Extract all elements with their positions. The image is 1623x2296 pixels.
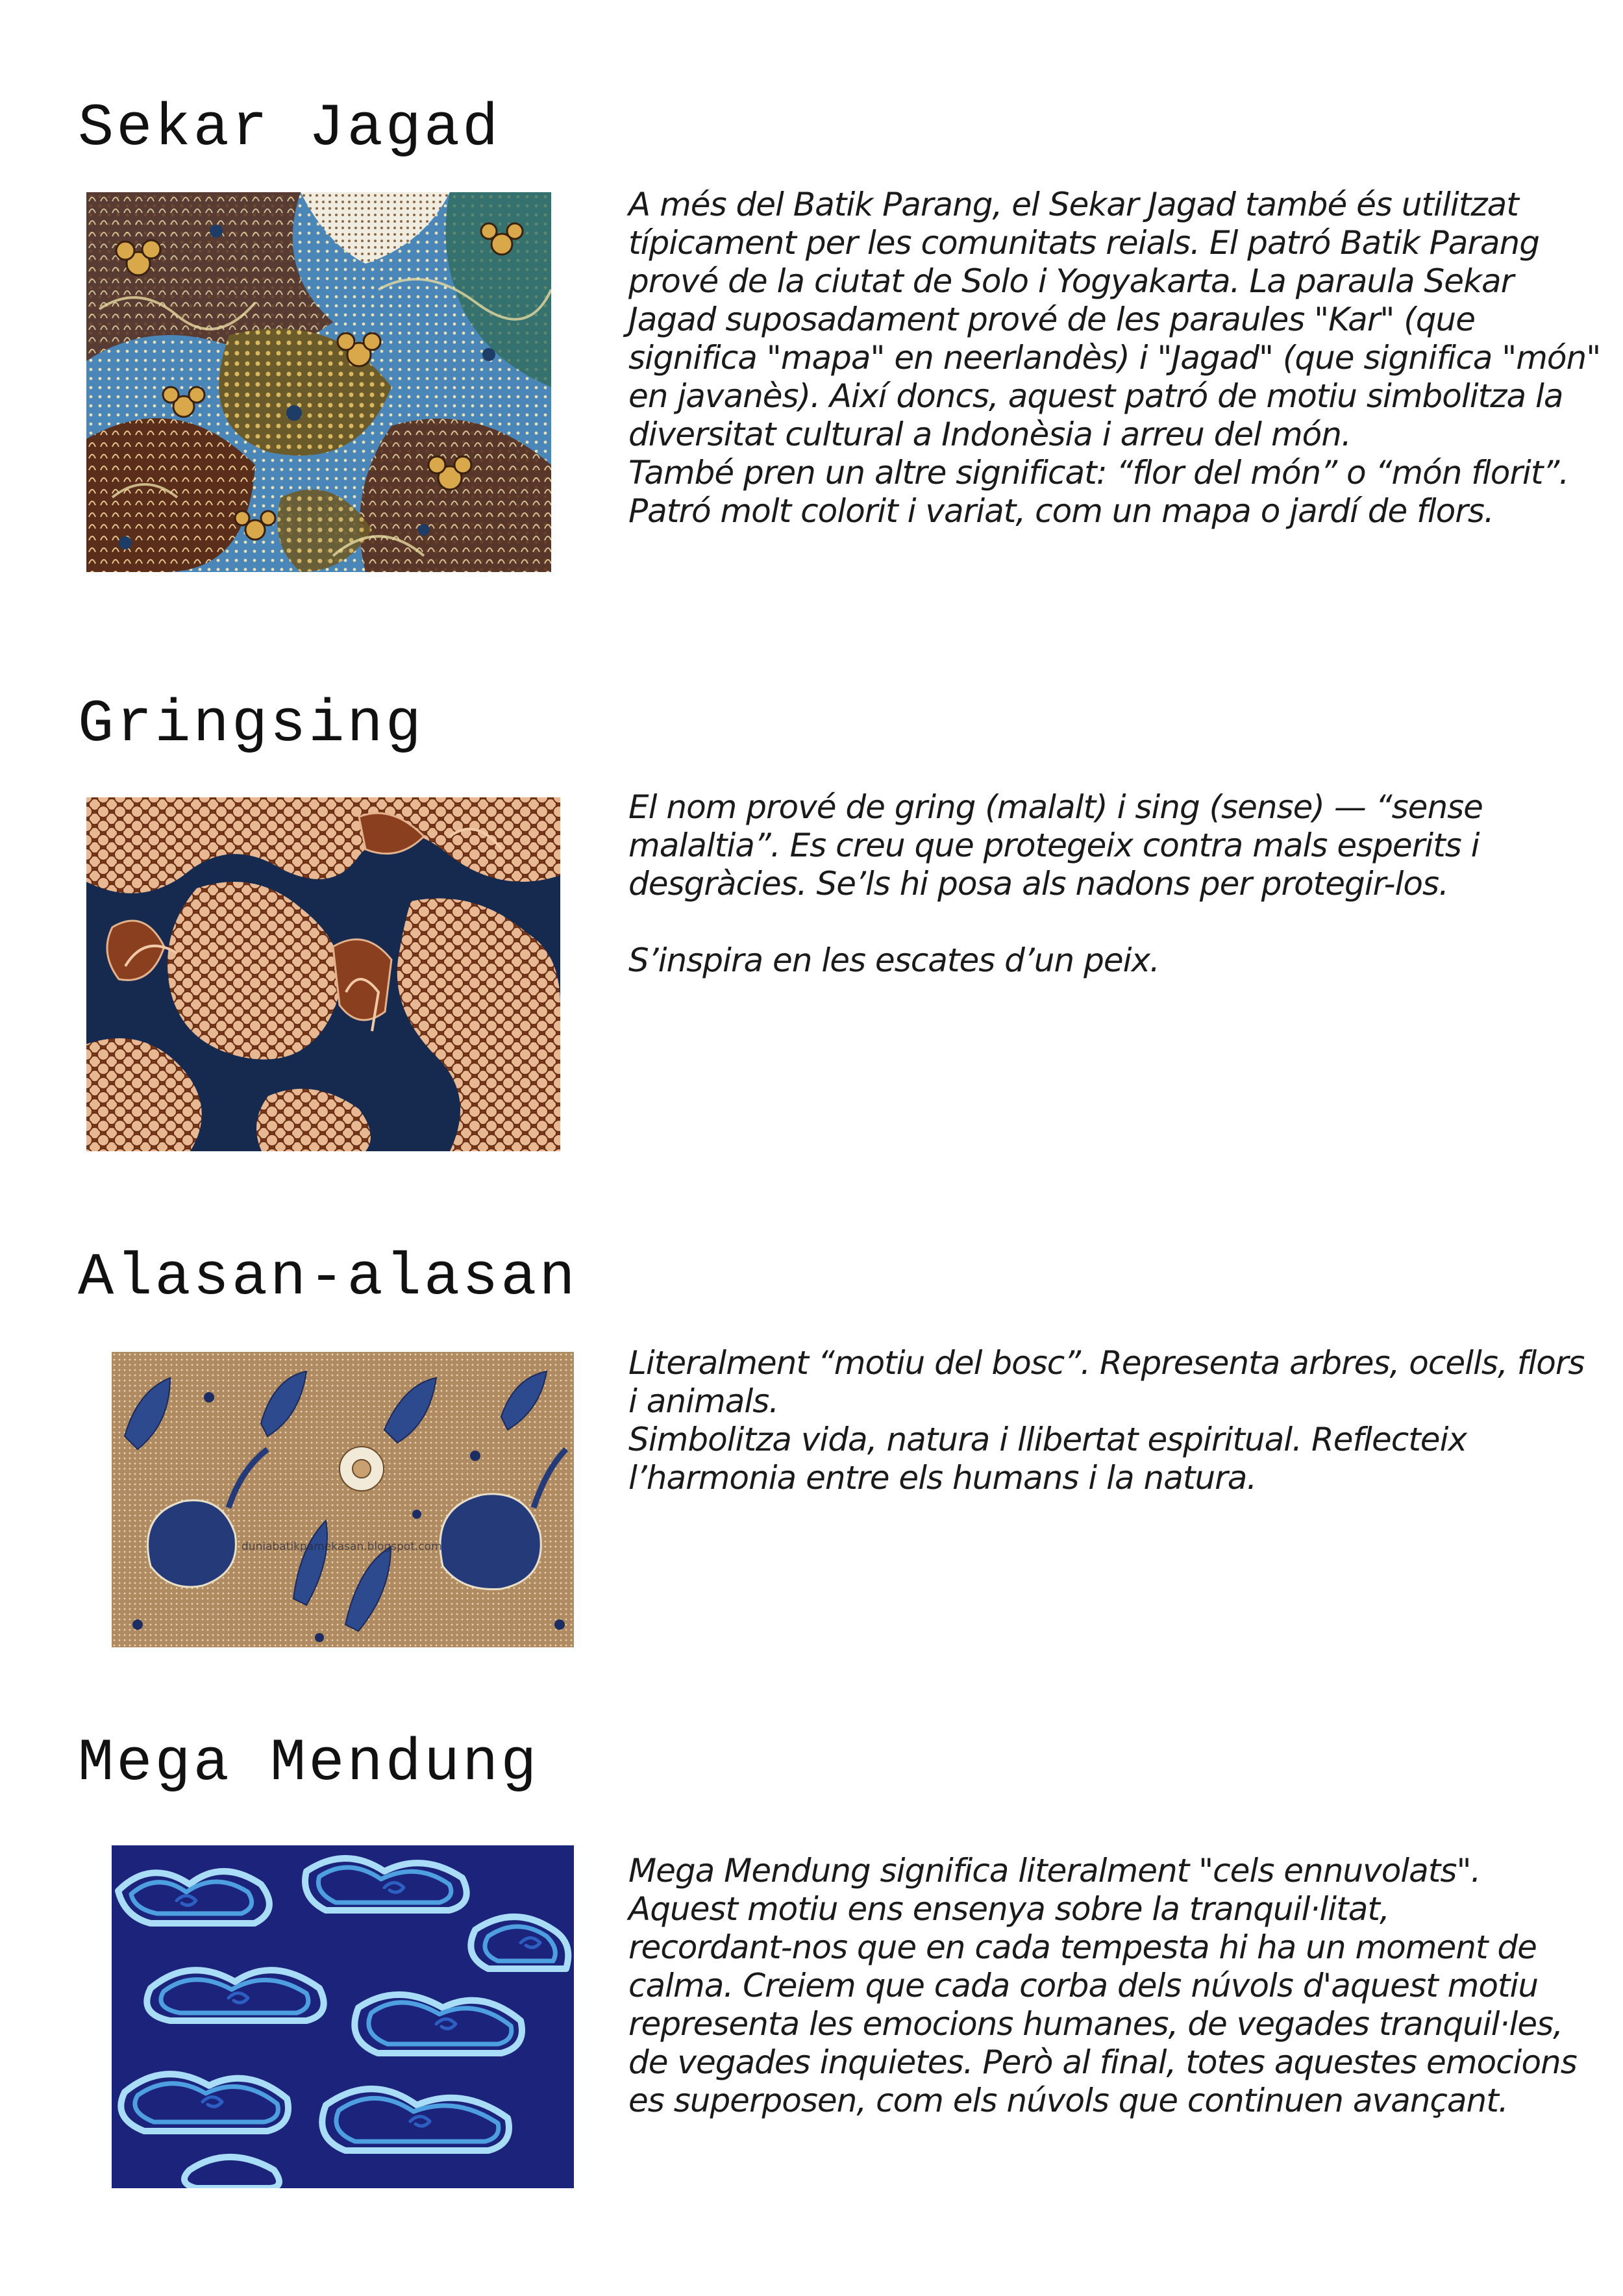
mega-mendung-pattern	[112, 1845, 574, 2188]
section-description: Mega Mendung significa literalment "cels ennuvolats". Aquest motiu ens ensenya sobre la tranquil·litat, recordant-nos que en cada tempesta hi ha un moment de calma. Creiem que cada corba dels núvols d'aquest motiu representa les emocions humanes, de vegades tranquil·les, de vegades inquietes. Però al final, totes aquestes emocions es superposen, com els núvols que continuen avançant.	[628, 1852, 1577, 2119]
section-title: Sekar Jagad	[78, 94, 501, 162]
sekar-jagad-pattern	[86, 192, 551, 572]
section-title: Mega Mendung	[78, 1729, 539, 1797]
alasan-alasan-pattern	[112, 1352, 574, 1647]
alasan-alasan-batik-image	[112, 1352, 574, 1647]
section-title: Gringsing	[78, 690, 424, 758]
image-watermark: duniabatikpamekasan.blogspot.com	[242, 1540, 442, 1553]
section-description: Literalment “motiu del bosc”. Representa arbres, ocells, flors i animals. Simbolitza vida, natura i llibertat espiritual. Reflecteix l’harmonia entre els humans i la natura.	[628, 1344, 1585, 1497]
gringsing-pattern	[86, 797, 560, 1151]
section-description: A més del Batik Parang, el Sekar Jagad també és utilitzat típicament per les comunitats reials. El patró Batik Parang prové de la ciutat de Solo i Yogyakarta. La paraula Sekar Jagad suposadament prové de les paraules "Kar" (que significa "mapa" en neerlandès) i "Jagad" (que significa "món" en javanès). Així doncs, aquest patró de motiu simbolitza la diversitat cultural a Indonèsia i arreu del món. També pren un altre significat: “flor del món” o “món florit”. Patró molt colorit i variat, com un mapa o jardí de flors.	[628, 186, 1601, 530]
section-description: El nom prové de gring (malalt) i sing (sense) — “sense malaltia”. Es creu que protegeix contra mals esperits i desgràcies. Se’ls hi posa als nadons per protegir-los. S’inspira en les escates d’un peix.	[628, 788, 1483, 979]
section-title: Alasan-alasan	[78, 1243, 578, 1312]
mega-mendung-batik-image	[112, 1845, 574, 2188]
sekar-jagad-batik-image	[86, 192, 551, 572]
gringsing-batik-image	[86, 797, 560, 1151]
